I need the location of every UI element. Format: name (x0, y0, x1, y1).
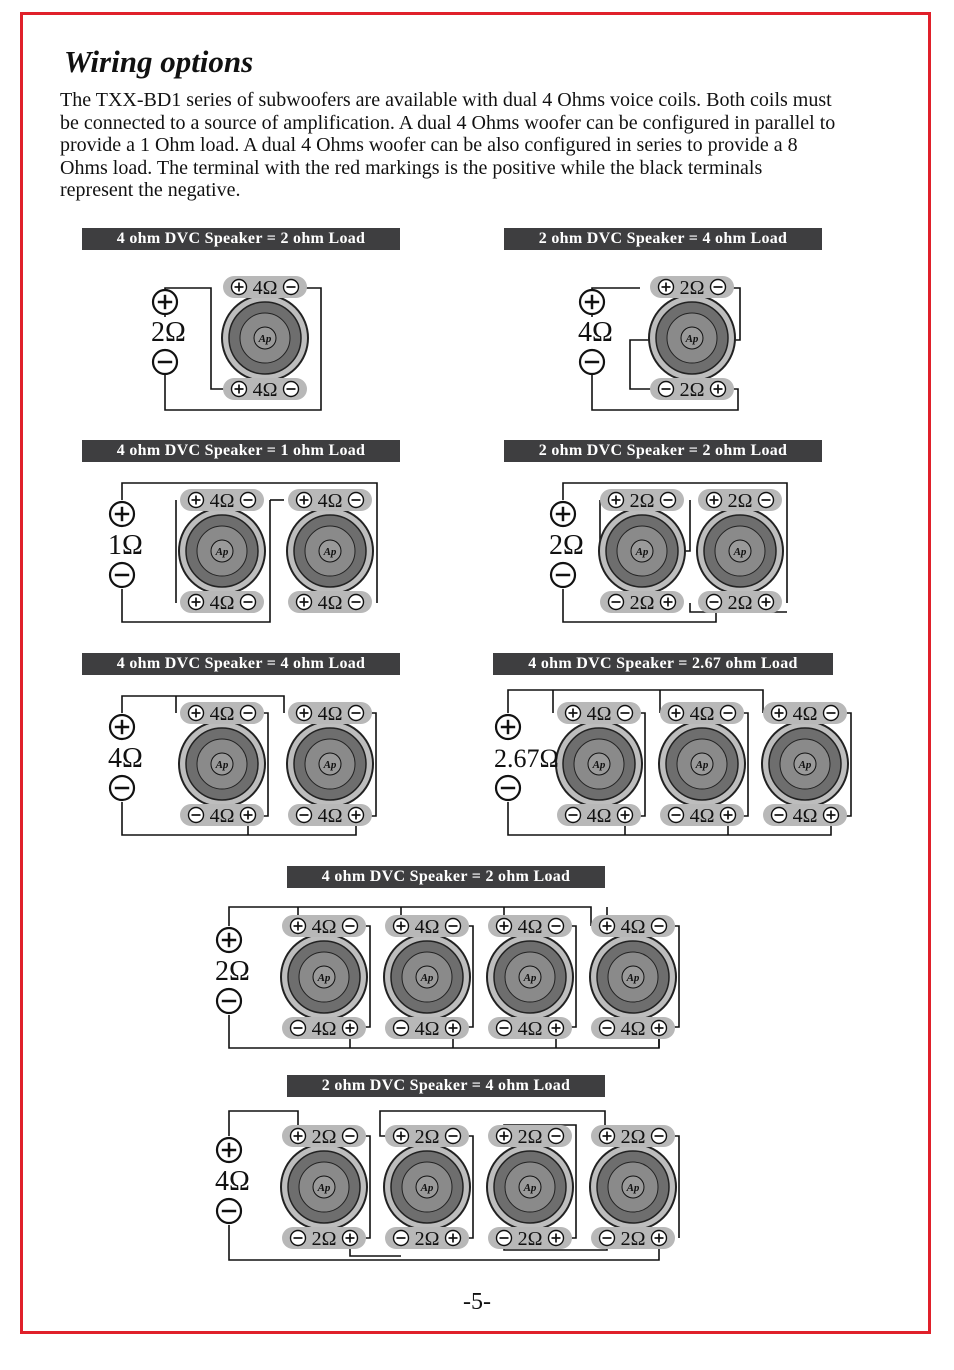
terminal-minus-icon (394, 1231, 409, 1246)
terminal-minus-icon (349, 706, 364, 721)
top-terminal-pair (180, 489, 264, 512)
top-terminal-pair (385, 915, 469, 938)
config-label-5: 4 ohm DVC Speaker = 4 ohm Load (82, 653, 400, 675)
bottom-terminal-pair (385, 1227, 469, 1250)
ap-logo-text: Ap (523, 972, 537, 984)
amp-plus-icon (580, 290, 604, 314)
terminal-minus-icon (711, 280, 726, 295)
load-impedance-label: 2.67Ω (494, 744, 559, 773)
coil-impedance-label: 4Ω (414, 1018, 440, 1040)
coil-impedance-label: 4Ω (317, 490, 343, 512)
diagram-config-1 (151, 276, 321, 410)
terminal-minus-icon (609, 595, 624, 610)
terminal-plus-icon (711, 382, 726, 397)
terminal-plus-icon (189, 493, 204, 508)
ap-logo-text: Ap (317, 972, 331, 984)
ap-logo-icon (729, 540, 751, 562)
ap-logo-icon (794, 753, 816, 775)
ap-logo-icon (588, 753, 610, 775)
speaker-1 (599, 489, 685, 614)
top-terminal-pair (698, 489, 782, 512)
amp-minus-icon (217, 989, 241, 1013)
terminal-plus-icon (232, 382, 247, 397)
terminal-minus-icon (661, 493, 676, 508)
terminal-minus-icon (349, 595, 364, 610)
bottom-terminal-pair (282, 1227, 366, 1250)
terminal-plus-icon (291, 919, 306, 934)
terminal-plus-icon (343, 1021, 358, 1036)
terminal-plus-icon (497, 919, 512, 934)
terminal-plus-icon (707, 493, 722, 508)
terminal-plus-icon (394, 1129, 409, 1144)
coil-impedance-label: 4Ω (792, 805, 818, 827)
terminal-plus-icon (549, 1021, 564, 1036)
top-terminal-pair (660, 702, 744, 725)
speaker (649, 276, 735, 401)
load-impedance-label: 4Ω (215, 1166, 250, 1197)
coil-impedance-label: 2Ω (727, 592, 753, 614)
bottom-terminal-pair (282, 1017, 366, 1040)
amplifier-terminals (108, 715, 143, 800)
bottom-terminal-pair (591, 1017, 675, 1040)
speaker-1 (179, 702, 265, 827)
amp-plus-icon (110, 715, 134, 739)
top-terminal-pair (282, 915, 366, 938)
terminal-plus-icon (297, 595, 312, 610)
coil-impedance-label: 4Ω (792, 703, 818, 725)
terminal-plus-icon (609, 493, 624, 508)
ap-logo-icon (211, 753, 233, 775)
coil-impedance-label: 2Ω (414, 1228, 440, 1250)
terminal-minus-icon (349, 493, 364, 508)
coil-impedance-label: 4Ω (209, 592, 235, 614)
ap-logo-icon (622, 966, 644, 988)
speaker-2 (384, 915, 470, 1040)
terminal-plus-icon (600, 1129, 615, 1144)
ap-logo-icon (519, 1176, 541, 1198)
terminal-plus-icon (297, 493, 312, 508)
amp-plus-icon (153, 290, 177, 314)
diagram-config-4 (549, 483, 787, 622)
bottom-terminal-pair (660, 804, 744, 827)
terminal-plus-icon (241, 808, 256, 823)
bottom-terminal-pair (600, 591, 684, 614)
amp-minus-icon (110, 776, 134, 800)
top-terminal-pair (557, 702, 641, 725)
ap-logo-text: Ap (258, 333, 272, 345)
coil-impedance-label: 4Ω (414, 916, 440, 938)
terminal-minus-icon (618, 706, 633, 721)
terminal-plus-icon (600, 919, 615, 934)
terminal-plus-icon (652, 1021, 667, 1036)
ap-logo-text: Ap (798, 759, 812, 771)
page-number: -5- (463, 1289, 491, 1315)
coil-impedance-label: 4Ω (209, 805, 235, 827)
top-terminal-pair (591, 1125, 675, 1148)
amp-plus-icon (217, 1138, 241, 1162)
config-label-4: 2 ohm DVC Speaker = 2 ohm Load (504, 440, 822, 462)
bottom-terminal-pair (288, 591, 372, 614)
coil-impedance-label: 4Ω (620, 1018, 646, 1040)
coil-impedance-label: 4Ω (517, 916, 543, 938)
ap-logo-text: Ap (635, 546, 649, 558)
terminal-minus-icon (759, 493, 774, 508)
top-terminal-pair (288, 702, 372, 725)
terminal-plus-icon (349, 808, 364, 823)
terminal-minus-icon (394, 1021, 409, 1036)
terminal-minus-icon (549, 919, 564, 934)
bottom-terminal-pair (288, 804, 372, 827)
speaker-2 (287, 702, 373, 827)
terminal-minus-icon (600, 1231, 615, 1246)
bottom-terminal-pair (488, 1227, 572, 1250)
top-terminal-pair (763, 702, 847, 725)
amp-plus-icon (496, 715, 520, 739)
bottom-terminal-pair (180, 591, 264, 614)
ap-logo-icon (416, 1176, 438, 1198)
ap-logo-text: Ap (215, 759, 229, 771)
ap-logo-icon (319, 540, 341, 562)
terminal-plus-icon (669, 706, 684, 721)
terminal-minus-icon (291, 1021, 306, 1036)
speaker (222, 276, 308, 401)
coil-impedance-label: 2Ω (620, 1228, 646, 1250)
top-terminal-pair (488, 1125, 572, 1148)
bottom-terminal-pair (763, 804, 847, 827)
amplifier-terminals (151, 290, 186, 374)
terminal-minus-icon (241, 706, 256, 721)
amp-minus-icon (217, 1199, 241, 1223)
terminal-minus-icon (297, 808, 312, 823)
coil-impedance-label: 4Ω (311, 916, 337, 938)
terminal-minus-icon (652, 919, 667, 934)
terminal-plus-icon (446, 1021, 461, 1036)
config-label-2: 2 ohm DVC Speaker = 4 ohm Load (504, 228, 822, 250)
diagram-config-6 (494, 690, 851, 835)
ap-logo-icon (691, 753, 713, 775)
top-terminal-pair (600, 489, 684, 512)
terminal-minus-icon (566, 808, 581, 823)
ap-logo-icon (211, 540, 233, 562)
terminal-plus-icon (661, 595, 676, 610)
bottom-terminal-pair (223, 378, 307, 401)
coil-impedance-label: 2Ω (629, 490, 655, 512)
speaker-2 (384, 1125, 470, 1250)
diagram-config-3 (108, 483, 377, 622)
load-impedance-label: 2Ω (215, 956, 250, 987)
coil-impedance-label: 4Ω (689, 805, 715, 827)
terminal-minus-icon (659, 382, 674, 397)
terminal-plus-icon (618, 808, 633, 823)
terminal-plus-icon (497, 1129, 512, 1144)
config-label-3: 4 ohm DVC Speaker = 1 ohm Load (82, 440, 400, 462)
diagram-config-5 (108, 696, 376, 835)
load-impedance-label: 4Ω (108, 743, 143, 774)
terminal-plus-icon (297, 706, 312, 721)
terminal-minus-icon (446, 919, 461, 934)
amplifier-terminals (549, 502, 584, 587)
top-terminal-pair (650, 276, 734, 299)
ap-logo-text: Ap (523, 1182, 537, 1194)
bottom-terminal-pair (591, 1227, 675, 1250)
terminal-plus-icon (549, 1231, 564, 1246)
speaker-1 (281, 915, 367, 1040)
ap-logo-text: Ap (592, 759, 606, 771)
coil-impedance-label: 4Ω (586, 805, 612, 827)
coil-impedance-label: 2Ω (517, 1126, 543, 1148)
coil-impedance-label: 2Ω (679, 379, 705, 401)
amplifier-terminals (578, 290, 613, 374)
diagram-config-2 (578, 276, 740, 410)
top-terminal-pair (282, 1125, 366, 1148)
terminal-minus-icon (497, 1021, 512, 1036)
terminal-minus-icon (284, 280, 299, 295)
ap-logo-text: Ap (323, 759, 337, 771)
terminal-minus-icon (600, 1021, 615, 1036)
coil-impedance-label: 2Ω (620, 1126, 646, 1148)
coil-impedance-label: 4Ω (517, 1018, 543, 1040)
terminal-minus-icon (241, 595, 256, 610)
terminal-plus-icon (189, 706, 204, 721)
coil-impedance-label: 2Ω (727, 490, 753, 512)
terminal-minus-icon (707, 595, 722, 610)
amp-plus-icon (217, 928, 241, 952)
bottom-terminal-pair (488, 1017, 572, 1040)
terminal-minus-icon (497, 1231, 512, 1246)
speaker-4 (590, 1125, 676, 1250)
terminal-minus-icon (549, 1129, 564, 1144)
amp-minus-icon (551, 563, 575, 587)
coil-impedance-label: 4Ω (209, 703, 235, 725)
bottom-terminal-pair (698, 591, 782, 614)
amplifier-terminals (494, 715, 559, 800)
config-label-8: 2 ohm DVC Speaker = 4 ohm Load (287, 1075, 605, 1097)
bottom-terminal-pair (180, 804, 264, 827)
load-impedance-label: 1Ω (108, 530, 143, 561)
top-terminal-pair (591, 915, 675, 938)
coil-impedance-label: 2Ω (311, 1126, 337, 1148)
terminal-plus-icon (566, 706, 581, 721)
amp-minus-icon (153, 350, 177, 374)
speaker-1 (281, 1125, 367, 1250)
speaker-2 (287, 489, 373, 614)
ap-logo-text: Ap (685, 333, 699, 345)
terminal-plus-icon (659, 280, 674, 295)
amplifier-terminals (215, 1138, 250, 1223)
top-terminal-pair (288, 489, 372, 512)
terminal-plus-icon (232, 280, 247, 295)
diagram-config-8 (215, 1111, 679, 1260)
ap-logo-text: Ap (420, 972, 434, 984)
coil-impedance-label: 4Ω (317, 592, 343, 614)
coil-impedance-label: 4Ω (209, 490, 235, 512)
coil-impedance-label: 4Ω (311, 1018, 337, 1040)
coil-impedance-label: 2Ω (311, 1228, 337, 1250)
terminal-minus-icon (241, 493, 256, 508)
top-terminal-pair (385, 1125, 469, 1148)
coil-impedance-label: 4Ω (252, 277, 278, 299)
ap-logo-text: Ap (215, 546, 229, 558)
coil-impedance-label: 2Ω (679, 277, 705, 299)
coil-impedance-label: 4Ω (317, 703, 343, 725)
speaker-1 (179, 489, 265, 614)
terminal-plus-icon (759, 595, 774, 610)
speaker-4 (590, 915, 676, 1040)
terminal-plus-icon (721, 808, 736, 823)
load-impedance-label: 2Ω (549, 530, 584, 561)
amp-minus-icon (110, 563, 134, 587)
ap-logo-icon (416, 966, 438, 988)
amp-plus-icon (551, 502, 575, 526)
config-label-7: 4 ohm DVC Speaker = 2 ohm Load (287, 866, 605, 888)
amp-minus-icon (580, 350, 604, 374)
ap-logo-icon (254, 327, 276, 349)
amp-plus-icon (110, 502, 134, 526)
ap-logo-text: Ap (626, 1182, 640, 1194)
terminal-minus-icon (284, 382, 299, 397)
ap-logo-text: Ap (733, 546, 747, 558)
diagram-config-7 (215, 907, 679, 1048)
top-terminal-pair (180, 702, 264, 725)
coil-impedance-label: 4Ω (586, 703, 612, 725)
speaker-2 (659, 702, 745, 827)
top-terminal-pair (223, 276, 307, 299)
amplifier-terminals (108, 502, 143, 587)
coil-impedance-label: 2Ω (629, 592, 655, 614)
terminal-minus-icon (652, 1129, 667, 1144)
page-title: Wiring options (64, 44, 254, 79)
bottom-terminal-pair (557, 804, 641, 827)
terminal-minus-icon (343, 1129, 358, 1144)
ap-logo-icon (681, 327, 703, 349)
terminal-plus-icon (394, 919, 409, 934)
ap-logo-text: Ap (695, 759, 709, 771)
terminal-minus-icon (446, 1129, 461, 1144)
terminal-minus-icon (669, 808, 684, 823)
speaker-3 (762, 702, 848, 827)
speaker-2 (697, 489, 783, 614)
terminal-plus-icon (652, 1231, 667, 1246)
ap-logo-text: Ap (626, 972, 640, 984)
load-impedance-label: 4Ω (578, 317, 613, 348)
coil-impedance-label: 2Ω (517, 1228, 543, 1250)
terminal-plus-icon (189, 595, 204, 610)
load-impedance-label: 2Ω (151, 317, 186, 348)
speaker-3 (487, 915, 573, 1040)
terminal-minus-icon (291, 1231, 306, 1246)
bottom-terminal-pair (385, 1017, 469, 1040)
terminal-minus-icon (343, 919, 358, 934)
ap-logo-icon (631, 540, 653, 562)
terminal-plus-icon (343, 1231, 358, 1246)
config-label-6: 4 ohm DVC Speaker = 2.67 ohm Load (493, 653, 833, 675)
coil-impedance-label: 4Ω (689, 703, 715, 725)
coil-impedance-label: 2Ω (414, 1126, 440, 1148)
terminal-minus-icon (824, 706, 839, 721)
ap-logo-icon (313, 1176, 335, 1198)
coil-impedance-label: 4Ω (252, 379, 278, 401)
ap-logo-icon (519, 966, 541, 988)
speaker-3 (487, 1125, 573, 1250)
coil-impedance-label: 4Ω (317, 805, 343, 827)
terminal-plus-icon (446, 1231, 461, 1246)
ap-logo-text: Ap (317, 1182, 331, 1194)
terminal-plus-icon (824, 808, 839, 823)
terminal-minus-icon (772, 808, 787, 823)
intro-paragraph: The TXX-BD1 series of subwoofers are available with dual 4 Ohms voice coils. Both coils must be connected to a source of amplification. A dual 4 Ohms woofer can be configured in parallel to provide a 1 Ohm load. A dual 4 Ohms woofer can be also configured in series to provide a 8 Ohms load. The terminal with the red markings is the positive while the black terminals represent the negative. (60, 89, 836, 201)
config-label-1: 4 ohm DVC Speaker = 2 ohm Load (82, 228, 400, 250)
terminal-minus-icon (189, 808, 204, 823)
amplifier-terminals (215, 928, 250, 1013)
ap-logo-icon (313, 966, 335, 988)
top-terminal-pair (488, 915, 572, 938)
ap-logo-text: Ap (323, 546, 337, 558)
terminal-plus-icon (772, 706, 787, 721)
coil-impedance-label: 4Ω (620, 916, 646, 938)
ap-logo-icon (319, 753, 341, 775)
terminal-plus-icon (291, 1129, 306, 1144)
speaker-1 (556, 702, 642, 827)
ap-logo-icon (622, 1176, 644, 1198)
ap-logo-text: Ap (420, 1182, 434, 1194)
bottom-terminal-pair (650, 378, 734, 401)
terminal-minus-icon (721, 706, 736, 721)
amp-minus-icon (496, 776, 520, 800)
